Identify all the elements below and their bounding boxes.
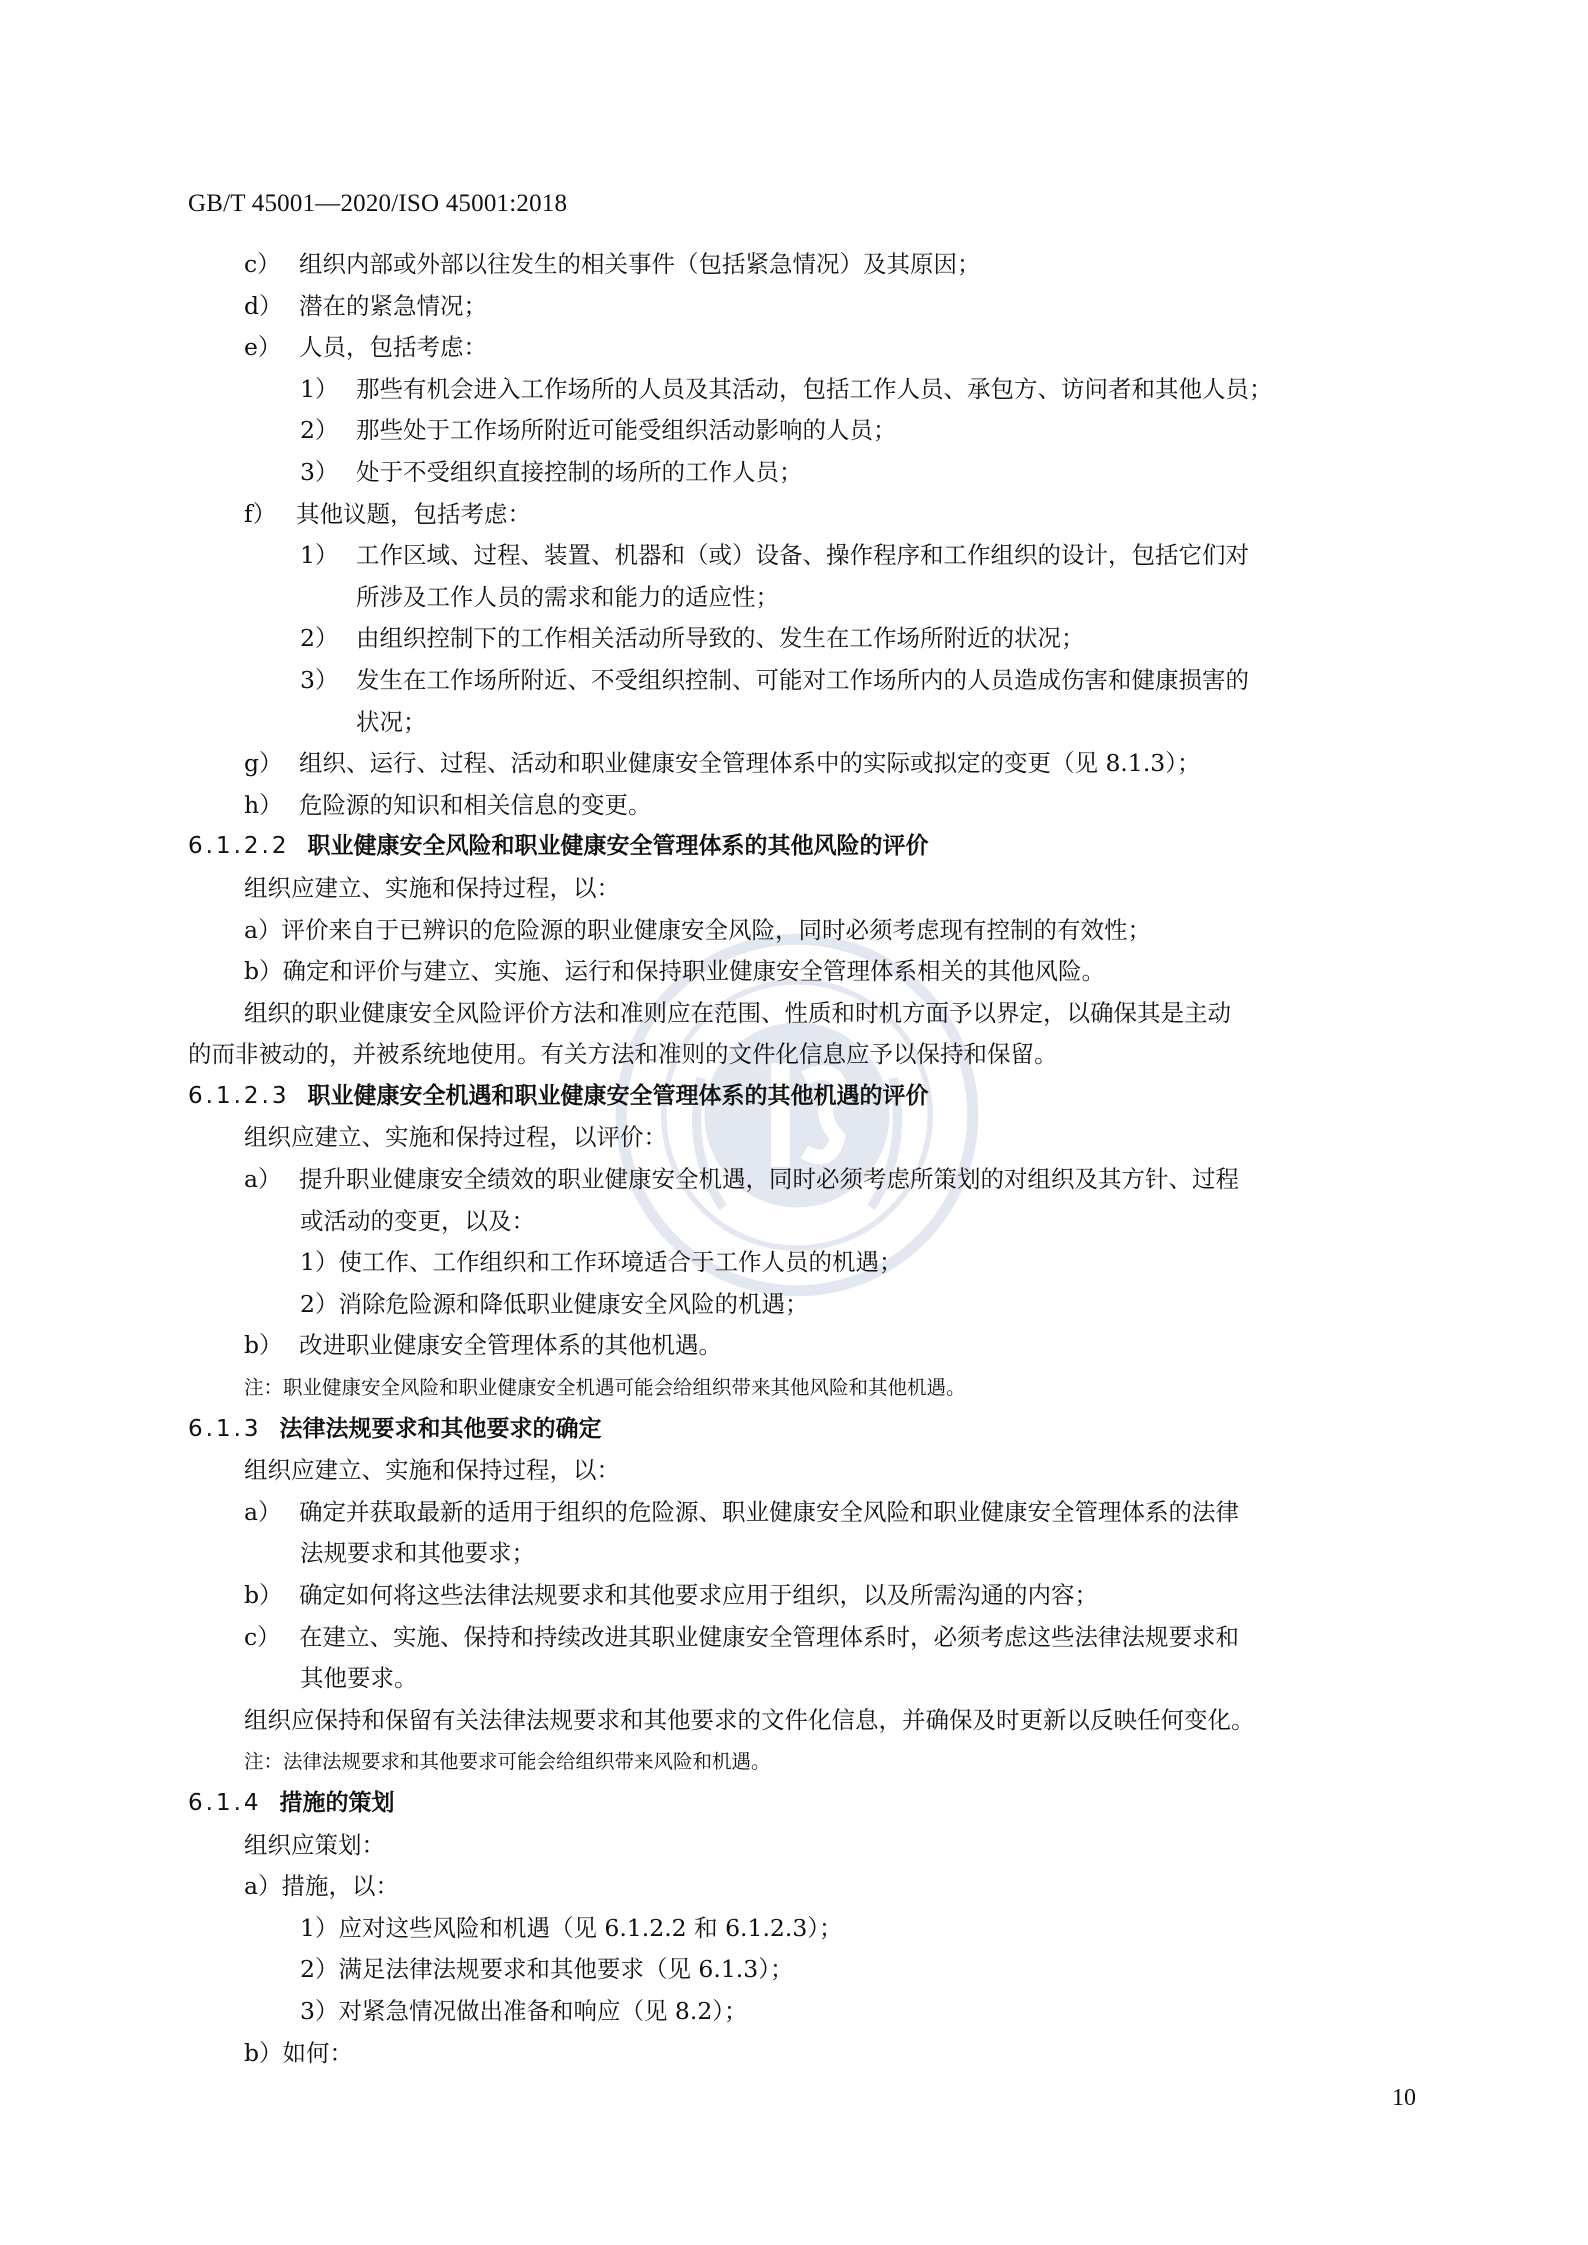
section-heading (188, 1783, 1428, 1825)
list-marker: 1） (300, 374, 339, 403)
section-heading (188, 1409, 1428, 1451)
list-text: 处于不受组织直接控制的场所的工作人员； (356, 457, 803, 486)
note: 注：职业健康安全风险和职业健康安全机遇可能会给组织带来其他风险和其他机遇。 (244, 1376, 966, 1400)
list-item (188, 1159, 1428, 1201)
list-item (188, 743, 1428, 785)
list-continuation: 或活动的变更，以及： (300, 1206, 535, 1235)
list-marker: b） (244, 1331, 283, 1360)
list-marker: d） (244, 291, 283, 320)
section-title: 职业健康安全机遇和职业健康安全管理体系的其他机遇的评价 (307, 1082, 929, 1109)
list-marker: a） (244, 1497, 282, 1526)
list-item (188, 244, 1428, 286)
list-item: b）确定和评价与建立、实施、运行和保持职业健康安全管理体系相关的其他风险。 (244, 957, 1106, 986)
sub-list-item (188, 660, 1428, 702)
list-marker: c） (244, 1622, 281, 1651)
sub-list-item: 1）应对这些风险和机遇（见 6.1.2.2 和 6.1.2.3）； (300, 1913, 843, 1942)
list-text: 那些有机会进入工作场所的人员及其活动，包括工作人员、承包方、访问者和其他人员； (356, 374, 1273, 403)
paragraph: 组织应建立、实施和保持过程，以： (244, 873, 620, 902)
list-item (188, 327, 1428, 369)
list-marker: a） (244, 1165, 282, 1194)
list-item (188, 494, 1428, 536)
list-marker: h） (244, 790, 283, 819)
list-item (188, 785, 1428, 827)
list-item (188, 286, 1428, 328)
list-text: 在建立、实施、保持和持续改进其职业健康安全管理体系时，必须考虑这些法律法规要求和 (299, 1622, 1239, 1651)
list-item: a）措施，以： (244, 1872, 400, 1901)
list-item (188, 1575, 1428, 1617)
list-text: 确定如何将这些法律法规要求和其他要求应用于组织，以及所需沟通的内容； (299, 1581, 1098, 1609)
paragraph: 组织应保持和保留有关法律法规要求和其他要求的文件化信息，并确保及时更新以反映任何变化。 (244, 1705, 1255, 1734)
sub-list-item: 3）对紧急情况做出准备和响应（见 8.2）； (300, 1996, 748, 2025)
list-continuation: 其他要求。 (300, 1664, 418, 1693)
paragraph: 组织应建立、实施和保持过程，以评价： (244, 1123, 667, 1152)
list-text: 危险源的知识和相关信息的变更。 (299, 790, 652, 819)
list-marker: 3） (300, 665, 339, 694)
list-item (188, 1325, 1428, 1367)
paragraph: 组织应建立、实施和保持过程，以： (244, 1456, 620, 1485)
list-marker: c） (244, 250, 281, 278)
list-text: 潜在的紧急情况； (299, 291, 487, 320)
sub-list-item (188, 535, 1428, 577)
list-text: 由组织控制下的工作相关活动所导致的、发生在工作场所附近的状况； (356, 624, 1085, 653)
section-number: 6.1.2.3 (188, 1082, 290, 1109)
list-text: 提升职业健康安全绩效的职业健康安全机遇，同时必须考虑所策划的对组织及其方针、过程 (299, 1165, 1239, 1194)
list-item: b）如何： (244, 2038, 354, 2067)
list-text: 组织内部或外部以往发生的相关事件（包括紧急情况）及其原因； (299, 250, 981, 278)
list-marker: b） (244, 1581, 283, 1609)
list-text: 工作区域、过程、装置、机器和（或）设备、操作程序和工作组织的设计，包括它们对 (356, 541, 1249, 570)
page-number: 10 (1392, 2085, 1416, 2111)
list-marker: e） (244, 333, 282, 362)
section-title: 法律法规要求和其他要求的确定 (279, 1415, 602, 1442)
sub-list-item (188, 410, 1428, 452)
section-number: 6.1.3 (188, 1415, 262, 1442)
sub-list-item (188, 369, 1428, 411)
list-text: 改进职业健康安全管理体系的其他机遇。 (299, 1331, 722, 1360)
list-item (188, 1492, 1428, 1534)
sub-list-item (188, 452, 1428, 494)
section-number: 6.1.2.2 (188, 833, 290, 860)
list-marker: 3） (300, 457, 339, 486)
list-continuation: 法规要求和其他要求； (300, 1539, 535, 1568)
section-title: 措施的策划 (279, 1789, 395, 1816)
list-text: 人员，包括考虑： (299, 333, 487, 362)
list-marker: f） (244, 499, 277, 528)
list-continuation: 所涉及工作人员的需求和能力的适应性； (356, 582, 779, 611)
list-text: 其他议题，包括考虑： (296, 499, 531, 528)
list-text: 组织、运行、过程、活动和职业健康安全管理体系中的实际或拟定的变更（见 8.1.3）； (299, 749, 1201, 778)
standard-code-header: GB/T 45001—2020/ISO 45001:2018 (188, 190, 568, 217)
note: 注：法律法规要求和其他要求可能会给组织带来风险和机遇。 (244, 1750, 771, 1774)
list-item: a）评价来自于已辨识的危险源的职业健康安全风险，同时必须考虑现有控制的有效性； (244, 915, 1152, 944)
list-continuation: 状况； (356, 707, 427, 736)
section-heading (188, 1076, 1428, 1118)
sub-list-item: 2）满足法律法规要求和其他要求（见 6.1.3）； (300, 1955, 794, 1984)
list-marker: 2） (300, 624, 339, 653)
list-text: 发生在工作场所附近、不受组织控制、可能对工作场所内的人员造成伤害和健康损害的 (356, 665, 1249, 694)
sub-list-item (188, 618, 1428, 660)
list-item (188, 1617, 1428, 1659)
sub-list-item: 2）消除危险源和降低职业健康安全风险的机遇； (300, 1289, 809, 1318)
document-body (188, 244, 1428, 2074)
list-text: 确定并获取最新的适用于组织的危险源、职业健康安全风险和职业健康安全管理体系的法律 (299, 1497, 1239, 1526)
section-heading (188, 826, 1428, 868)
list-marker: g） (244, 749, 283, 778)
list-text: 那些处于工作场所附近可能受组织活动影响的人员； (356, 416, 897, 445)
paragraph: 组织应策划： (244, 1830, 385, 1859)
section-title: 职业健康安全风险和职业健康安全管理体系的其他风险的评价 (307, 833, 929, 860)
paragraph: 组织的职业健康安全风险评价方法和准则应在范围、性质和时机方面予以界定，以确保其是主动 (244, 998, 1231, 1027)
paragraph-continuation: 的而非被动的，并被系统地使用。有关方法和准则的文件化信息应予以保持和保留。 (188, 1040, 1058, 1069)
list-marker: 1） (300, 541, 339, 570)
sub-list-item: 1）使工作、工作组织和工作环境适合于工作人员的机遇； (300, 1248, 903, 1277)
list-marker: 2） (300, 416, 339, 445)
section-number: 6.1.4 (188, 1789, 262, 1816)
